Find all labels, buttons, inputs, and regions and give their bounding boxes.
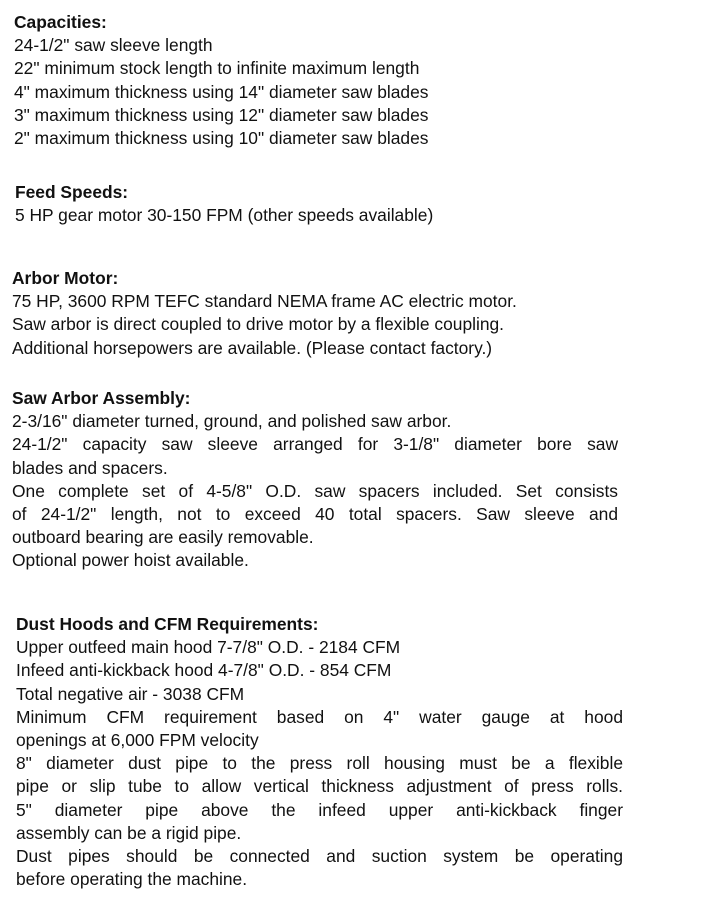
capacities-line: 2" maximum thickness using 10" diameter saw blades	[14, 128, 429, 149]
arbor-motor-line: Saw arbor is direct coupled to drive motor by a flexible coupling.	[12, 314, 505, 335]
section-capacities	[14, 11, 428, 150]
dust-hoods-line: openings at 6,000 FPM velocity	[16, 730, 259, 751]
dust-hoods-line: 8" diameter dust pipe to the press roll housing must be a flexible	[16, 753, 623, 774]
capacities-line: 24-1/2" saw sleeve length	[14, 35, 213, 56]
feed-speeds-heading: Feed Speeds:	[15, 182, 129, 202]
saw-arbor-body	[12, 410, 618, 572]
saw-arbor-line: 2-3/16" diameter turned, ground, and polished saw arbor.	[12, 411, 452, 432]
capacities-line: 3" maximum thickness using 12" diameter saw blades	[14, 104, 429, 125]
dust-hoods-line: 5" diameter pipe above the infeed upper anti-kickback finger	[16, 799, 623, 820]
dust-hoods-line: before operating the machine.	[16, 869, 248, 890]
dust-hoods-line: assembly can be a rigid pipe.	[16, 822, 242, 843]
arbor-motor-heading: Arbor Motor:	[12, 268, 119, 288]
dust-hoods-heading: Dust Hoods and CFM Requirements:	[16, 614, 319, 634]
capacities-heading: Capacities:	[14, 12, 107, 32]
section-feed-speeds	[15, 181, 433, 227]
section-arbor-motor	[12, 267, 517, 360]
dust-hoods-line: pipe or slip tube to allow vertical thickness adjustment of press rolls.	[16, 776, 623, 797]
saw-arbor-heading: Saw Arbor Assembly:	[12, 388, 191, 408]
capacities-line: 22" minimum stock length to infinite maximum length	[14, 58, 420, 79]
saw-arbor-line: 24-1/2" capacity saw sleeve arranged for 3-1/8" diameter bore saw	[12, 434, 618, 455]
dust-hoods-line: Infeed anti-kickback hood 4-7/8" O.D. - 854 CFM	[16, 660, 392, 681]
saw-arbor-line: outboard bearing are easily removable.	[12, 527, 314, 548]
capacities-line: 4" maximum thickness using 14" diameter saw blades	[14, 81, 429, 102]
dust-hoods-body	[16, 636, 623, 891]
dust-hoods-line: Total negative air - 3038 CFM	[16, 683, 245, 704]
dust-hoods-line: Upper outfeed main hood 7-7/8" O.D. - 2184 CFM	[16, 637, 401, 658]
saw-arbor-line: Optional power hoist available.	[12, 550, 249, 571]
saw-arbor-line: blades and spacers.	[12, 457, 168, 478]
arbor-motor-line: 75 HP, 3600 RPM TEFC standard NEMA frame AC electric motor.	[12, 291, 517, 312]
section-saw-arbor-assembly	[12, 387, 618, 573]
saw-arbor-line: One complete set of 4-5/8" O.D. saw spacers included. Set consists	[12, 480, 618, 501]
dust-hoods-line: Dust pipes should be connected and suction system be operating	[16, 846, 623, 867]
section-dust-hoods	[16, 613, 623, 891]
dust-hoods-line: Minimum CFM requirement based on 4" water gauge at hood	[16, 706, 623, 727]
saw-arbor-line: of 24-1/2" length, not to exceed 40 total spacers. Saw sleeve and	[12, 504, 618, 525]
feed-speeds-line: 5 HP gear motor 30-150 FPM (other speeds available)	[15, 205, 434, 226]
arbor-motor-line: Additional horsepowers are available. (Please contact factory.)	[12, 337, 493, 358]
